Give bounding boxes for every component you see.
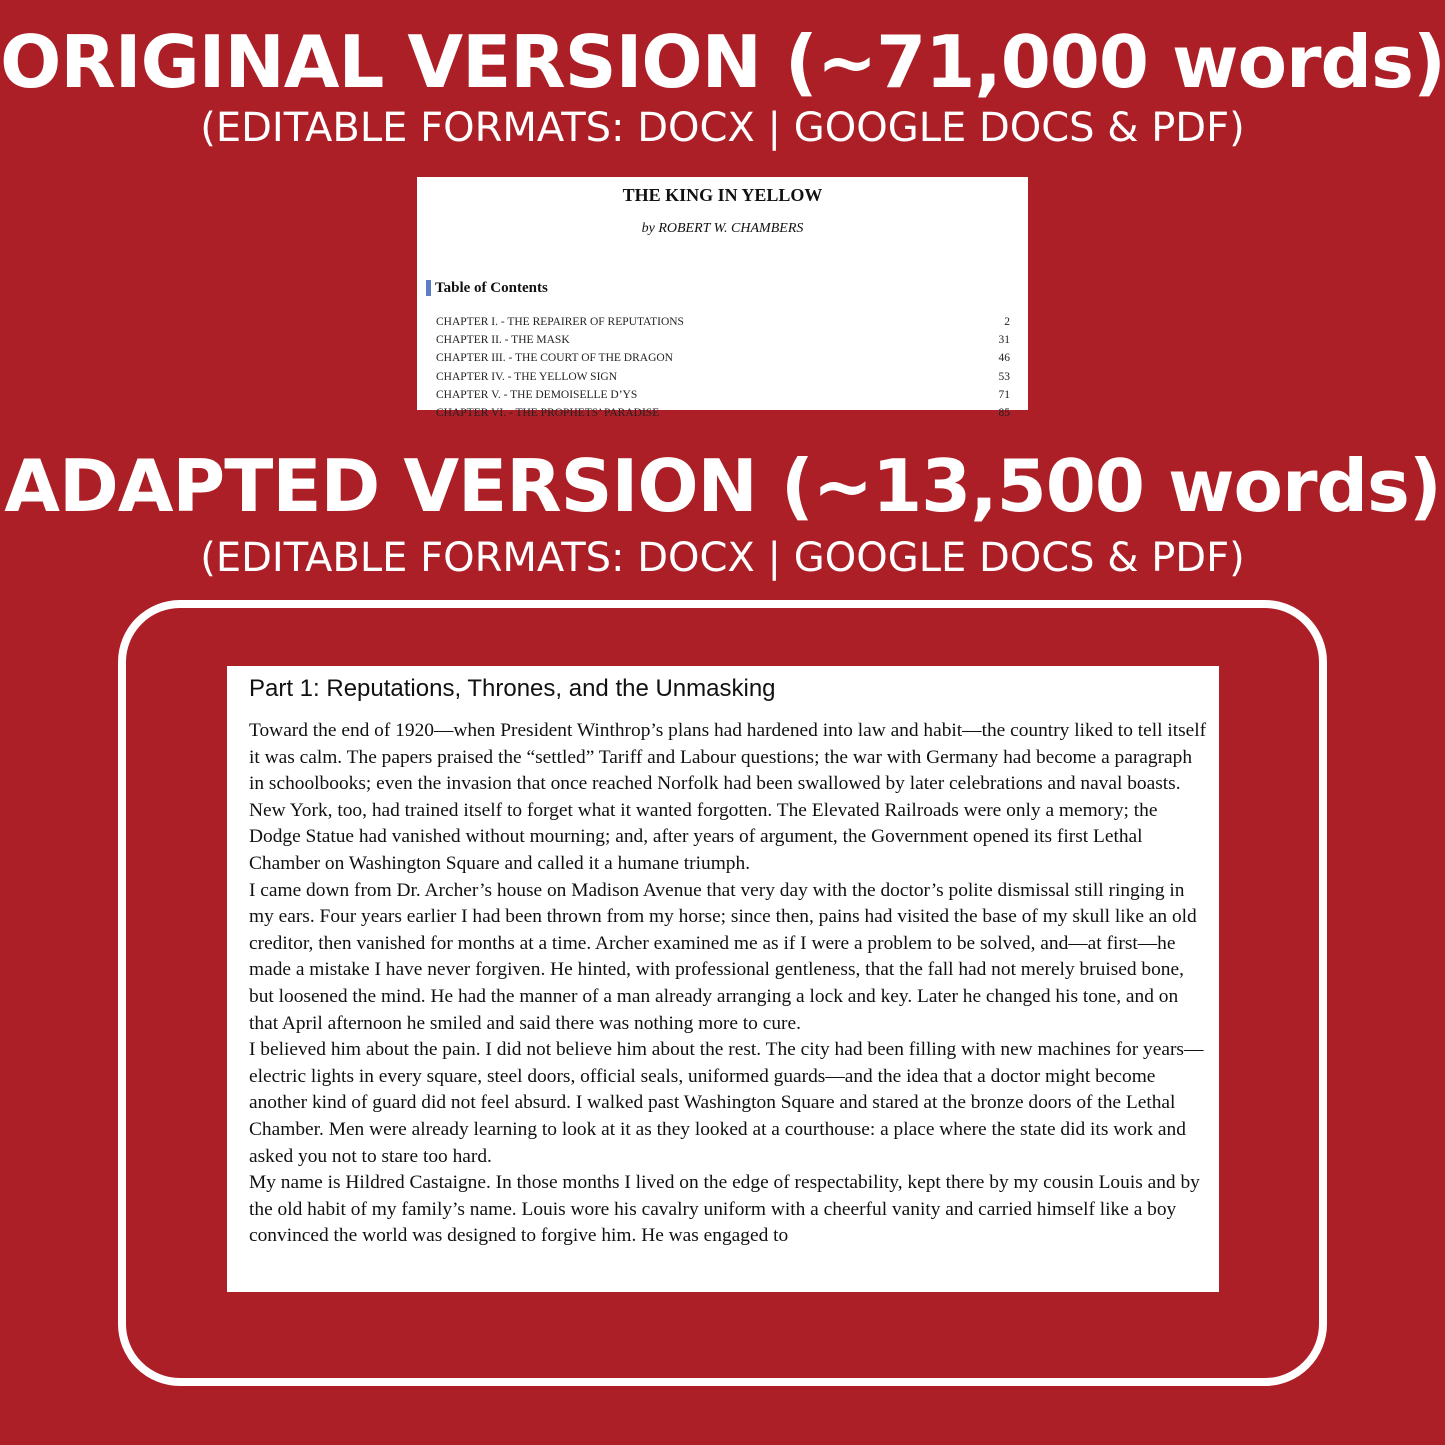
toc-entry-page: 71 bbox=[998, 388, 1010, 401]
body-paragraph: I believed him about the pain. I did not believe him about the rest. The city had been filling with new machines for years—electric lights in every square, steel doors, official seals, uniformed guards—and the idea that a doctor might become another kind of guard did not feel absurd. I walked past Washington Square and stared at the bronze doors of the Lethal Chamber. Men were already learning to look at it as they looked at a courthouse: a place where the state did its work and asked you not to stare too hard. bbox=[249, 1039, 1204, 1167]
toc-entry bbox=[436, 368, 1010, 386]
body-paragraph: Toward the end of 1920—when President Winthrop’s plans had hardened into law and habit—the country liked to tell itself it was calm. The papers praised the “settled” Tariff and Labour questions; the war with Germany had become a paragraph in schoolbooks; even the invasion that once reached Norfolk had been swallowed by later celebrations and naval boasts. New York, too, had trained itself to forget what it wanted forgotten. The Elevated Railroads were only a memory; the Dodge Statue had vanished without mourning; and, after years of argument, the Government opened its first Lethal Chamber on Washington Square and called it a humane triumph. bbox=[249, 720, 1207, 874]
toc-entry-label: CHAPTER II. - THE MASK bbox=[436, 334, 570, 347]
original-version-headline: ORIGINAL VERSION (~71,000 words) bbox=[0, 20, 1445, 104]
body-paragraph: My name is Hildred Castaigne. In those months I lived on the edge of respectability, kept there by my cousin Louis and by the old habit of my family’s name. Louis wore his cavalry uniform with a cheerful vanity and carried himself like a boy convinced the world was designed to forgive him. He was engaged to bbox=[249, 1172, 1200, 1247]
adapted-version-headline: ADAPTED VERSION (~13,500 words) bbox=[4, 444, 1441, 528]
toc-entry-label: CHAPTER VI. - THE PROPHETS’ PARADISE bbox=[436, 407, 660, 420]
toc-entry-page: 31 bbox=[998, 334, 1010, 347]
original-document-preview bbox=[417, 177, 1028, 420]
toc-entry bbox=[436, 313, 1010, 331]
original-formats-subtitle: (EDITABLE FORMATS: DOCX | GOOGLE DOCS & PDF) bbox=[200, 105, 1245, 151]
book-author: by ROBERT W. CHAMBERS bbox=[641, 221, 804, 236]
toc-entry-page: 2 bbox=[1004, 316, 1010, 328]
table-of-contents bbox=[436, 313, 1010, 422]
toc-heading: Table of Contents bbox=[435, 280, 548, 296]
adapted-formats-subtitle: (EDITABLE FORMATS: DOCX | GOOGLE DOCS & PDF) bbox=[200, 535, 1245, 581]
bookmark-marker-icon bbox=[426, 280, 431, 296]
toc-entry-page: 53 bbox=[998, 370, 1010, 383]
document-body bbox=[249, 718, 1209, 1250]
toc-entry-label: CHAPTER I. - THE REPAIRER OF REPUTATIONS bbox=[436, 316, 684, 328]
adapted-document-preview bbox=[227, 666, 1219, 1292]
toc-entry-label: CHAPTER III. - THE COURT OF THE DRAGON bbox=[436, 352, 673, 365]
toc-entry bbox=[436, 349, 1010, 367]
toc-entry-label: CHAPTER V. - THE DEMOISELLE D’YS bbox=[436, 388, 638, 401]
book-title: THE KING IN YELLOW bbox=[622, 185, 823, 205]
toc-entry-label: CHAPTER IV. - THE YELLOW SIGN bbox=[436, 370, 618, 383]
toc-entry bbox=[436, 404, 1010, 422]
body-paragraph: I came down from Dr. Archer’s house on Madison Avenue that very day with the doctor’s polite dismissal still ringing in my ears. Four years earlier I had been thrown from my horse; since then, pains had visited the base of my skull like an old creditor, then vanished for months at a time. Archer examined me as if I were a problem to be solved, and—at first—he made a mistake I have never forgiven. He hinted, with professional gentleness, that the fall had not merely bruised bone, but loosened the mind. He had the manner of a man already arranging a lock and key. Later he changed his tone, and on that April afternoon he smiled and said there was nothing more to cure. bbox=[249, 879, 1197, 1034]
part-title: Part 1: Reputations, Thrones, and the Unmasking bbox=[249, 675, 776, 702]
toc-entry bbox=[436, 331, 1010, 349]
toc-entry-page: 85 bbox=[998, 407, 1010, 420]
toc-entry-page: 46 bbox=[998, 352, 1010, 365]
toc-entry bbox=[436, 386, 1010, 404]
